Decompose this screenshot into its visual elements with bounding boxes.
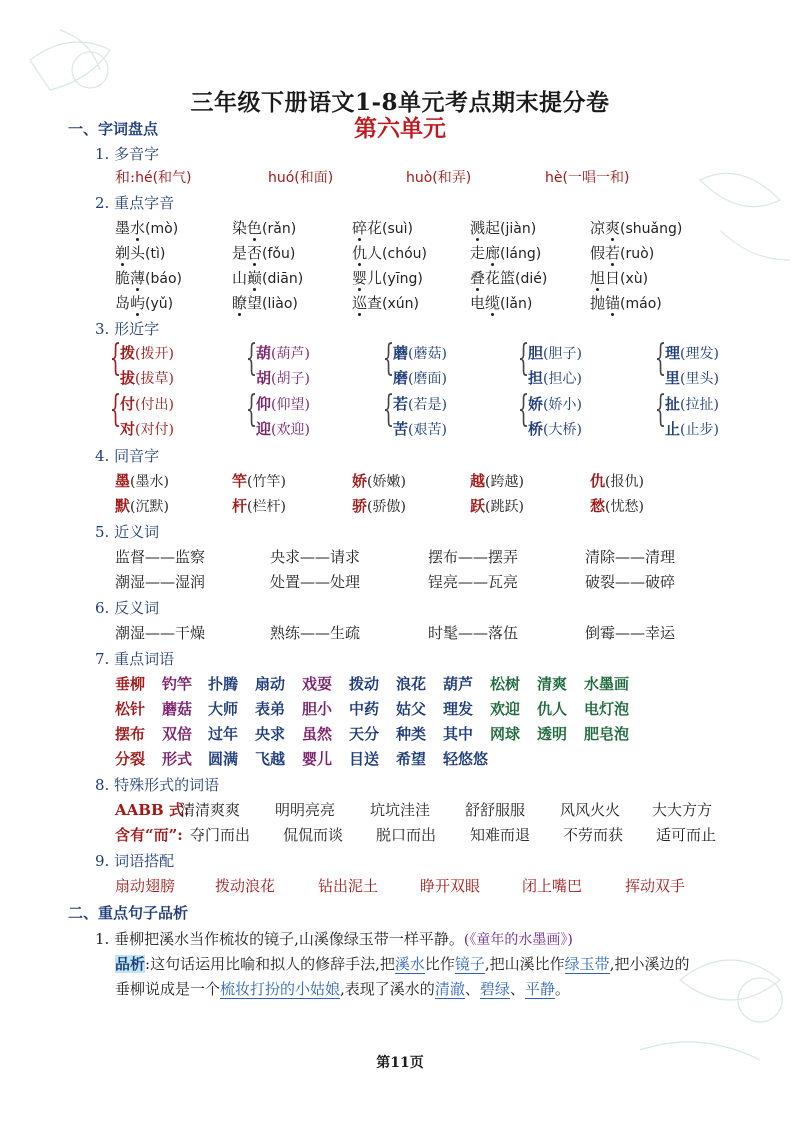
- homophone-char: 愁: [590, 497, 606, 515]
- similar-item: [393, 342, 447, 363]
- pronounce-item: [352, 217, 413, 238]
- er-label: 含有“而”:: [115, 826, 183, 844]
- similar-char: 扯: [665, 395, 681, 413]
- brace-icon: {: [109, 389, 122, 430]
- keyword-item: 钓竿: [162, 675, 193, 693]
- homophone-item: [590, 495, 644, 516]
- special-word: 明明亮亮: [275, 801, 336, 819]
- similar-word: (付出): [135, 397, 174, 413]
- subsection-heading: 8. 特殊形式的词语: [95, 776, 220, 794]
- keyword-item: 拨动: [349, 675, 380, 693]
- keyword-item: 仇人: [537, 700, 568, 718]
- dotted-char: 溅: [470, 219, 486, 237]
- similar-char: 蘑: [393, 344, 409, 362]
- keyword-item: 姑父: [396, 700, 427, 718]
- similar-item: [528, 418, 582, 439]
- pronounce-item: [590, 292, 662, 313]
- similar-char: 仰: [256, 395, 272, 413]
- similar-word: (欢迎): [271, 422, 310, 438]
- special-word: 风风火火: [560, 801, 621, 819]
- brace-icon: {: [517, 389, 530, 430]
- subsection-heading: 5. 近义词: [95, 523, 160, 541]
- pronounce-item: [590, 242, 654, 263]
- analysis-text: 垂柳说成是一个: [115, 980, 221, 998]
- polyphone-item: huò(和弄): [406, 170, 472, 186]
- homophone-item: [232, 495, 286, 516]
- keyword-item: 摆布: [115, 725, 146, 743]
- analysis-text: ,表现了溪水的: [340, 980, 435, 998]
- pinyin: (xún): [382, 296, 419, 312]
- homophone-item: [352, 495, 406, 516]
- keyword: 绿玉带: [564, 955, 610, 973]
- analysis-text: ,把山溪比作: [484, 955, 565, 973]
- polyphone-item: hé(和气): [135, 170, 192, 186]
- keyword-item: 分裂: [115, 750, 146, 768]
- similar-char: 葫: [256, 344, 272, 362]
- homophone-item: [470, 495, 524, 516]
- similar-word: (仰望): [271, 397, 310, 413]
- pronounce-item: [470, 267, 547, 288]
- unit-title: 第六单元: [354, 115, 446, 142]
- pronounce-item: [232, 292, 298, 313]
- similar-word: (拉扯): [680, 397, 719, 413]
- pinyin: (jiàn): [500, 221, 537, 237]
- dotted-char: 巅: [247, 269, 263, 287]
- pronounce-item: [115, 242, 165, 263]
- pinyin: (yīng): [382, 271, 423, 287]
- keyword-item: 透明: [537, 725, 568, 743]
- pronounce-item: [232, 217, 296, 238]
- pinyin: (diān): [262, 271, 304, 287]
- page-number: 第11页: [376, 1055, 424, 1071]
- similar-char: 迎: [256, 420, 272, 438]
- keyword-item: 肥皂泡: [584, 725, 630, 743]
- pronounce-item: [352, 292, 419, 313]
- homophone-item: [470, 470, 524, 491]
- dotted-char: 廊: [485, 244, 501, 262]
- similar-item: [256, 393, 310, 414]
- similar-word: (胆子): [543, 346, 582, 362]
- synonym-pair: 破裂——破碎: [585, 573, 676, 591]
- homophone-char: 杆: [232, 497, 248, 515]
- keyword-item: 松树: [490, 675, 521, 693]
- keyword-item: 浪花: [396, 675, 427, 693]
- dotted-char: 剃: [115, 244, 131, 262]
- analysis-line-1: [115, 953, 689, 974]
- keyword-item: 松针: [115, 700, 146, 718]
- keyword-item: 水墨画: [584, 675, 630, 693]
- similar-char: 胡: [256, 369, 272, 387]
- similar-char: 苦: [393, 420, 409, 438]
- pronounce-item: [470, 242, 541, 263]
- synonym-pair: 央求——请求: [270, 548, 361, 566]
- homophone-char: 仇: [590, 472, 606, 490]
- subsection-heading: 7. 重点词语: [95, 650, 175, 668]
- pinyin: (lǎn): [500, 296, 533, 312]
- word-char: 人: [367, 244, 383, 262]
- similar-item: [256, 418, 310, 439]
- homophone-item: [232, 470, 286, 491]
- similar-word: (拨开): [135, 346, 174, 362]
- keyword-item: 目送: [349, 750, 380, 768]
- similar-char: 对: [120, 420, 136, 438]
- similar-item: [665, 342, 719, 363]
- word-char: 头: [130, 244, 146, 262]
- polyphone-item: hè(一唱一和): [545, 170, 630, 186]
- pronounce-item: [115, 267, 182, 288]
- dotted-char: 叠: [470, 269, 486, 287]
- subsection-heading: 1. 多音字: [95, 145, 160, 163]
- homophone-word: (竹竿): [247, 474, 286, 490]
- pronounce-item: [115, 292, 173, 313]
- similar-char: 胆: [528, 344, 544, 362]
- pronounce-item: [470, 292, 532, 313]
- pronounce-item: [352, 242, 427, 263]
- word-char: 是: [232, 244, 248, 262]
- similar-word: (葫芦): [271, 346, 310, 362]
- keyword-item: 飞越: [255, 750, 286, 768]
- pinyin: (mò): [145, 221, 179, 237]
- homophone-item: [352, 470, 406, 491]
- word-char: 岛: [115, 294, 131, 312]
- keyword-item: 央求: [255, 725, 286, 743]
- similar-item: [120, 367, 174, 388]
- dotted-char: 色: [247, 219, 263, 237]
- word-char: 假: [590, 244, 606, 262]
- pinyin: (chóu): [382, 246, 427, 262]
- similar-word: (担心): [543, 371, 582, 387]
- brace-icon: {: [654, 338, 667, 379]
- pinyin: (liào): [262, 296, 298, 312]
- special-word: 舒舒服服: [465, 801, 526, 819]
- similar-item: [120, 418, 174, 439]
- dotted-char: 瞭: [232, 294, 248, 312]
- brace-icon: {: [382, 338, 395, 379]
- homophone-word: (娇嫩): [367, 474, 406, 490]
- word-char: 墨: [115, 219, 131, 237]
- dotted-char: 爽: [605, 219, 621, 237]
- analysis-text: 、: [509, 980, 525, 998]
- homophone-word: (跨越): [485, 474, 524, 490]
- pinyin: (láng): [500, 246, 542, 262]
- similar-item: [120, 342, 174, 363]
- similar-word: (拔草): [135, 371, 174, 387]
- special-word: 夺门而出: [190, 826, 251, 844]
- analysis-text: 。: [554, 980, 570, 998]
- homophone-item: [115, 470, 169, 491]
- brace-icon: {: [245, 389, 258, 430]
- dotted-char: 若: [605, 244, 621, 262]
- synonym-pair: 清除——清理: [585, 548, 676, 566]
- keyword-item: 胆小: [302, 700, 333, 718]
- special-word: 知难而退: [470, 826, 531, 844]
- page-title: 三年级下册语文1-8单元考点期末提分卷: [190, 89, 610, 116]
- similar-char: 娇: [528, 395, 544, 413]
- keyword: 梳妆打扮的小姑娘: [220, 980, 341, 998]
- dotted-char: 碎: [352, 219, 368, 237]
- similar-char: 里: [665, 369, 681, 387]
- homophone-char: 默: [115, 497, 131, 515]
- word-char: 山: [232, 269, 248, 287]
- antonym-pair: 时髦——落伍: [428, 624, 519, 642]
- special-word: 坑坑洼洼: [370, 801, 431, 819]
- keyword-item: 葫芦: [443, 675, 474, 693]
- pronounce-item: [590, 267, 648, 288]
- similar-char: 桥: [528, 420, 544, 438]
- sentence-source: (《童年的水墨画》): [463, 932, 573, 948]
- similar-word: (若是): [408, 397, 447, 413]
- special-word: 脱口而出: [376, 826, 437, 844]
- keyword-item: 蘑菇: [162, 700, 193, 718]
- dotted-char: 巡: [352, 294, 368, 312]
- pinyin: (suì): [382, 221, 414, 237]
- analysis-text: 比作: [424, 955, 455, 973]
- analysis-text: :这句话运用比喻和拟人的修辞手法,把: [145, 955, 395, 973]
- subsection-heading: 6. 反义词: [95, 599, 160, 617]
- homophone-item: [115, 495, 169, 516]
- synonym-pair: 锃亮——瓦亮: [428, 573, 519, 591]
- dotted-char: 婴: [352, 269, 368, 287]
- similar-item: [256, 342, 310, 363]
- similar-char: 拔: [120, 369, 136, 387]
- analysis-text: 、: [464, 980, 480, 998]
- keyword-item: 虽然: [302, 725, 333, 743]
- homophone-char: 竿: [232, 472, 248, 490]
- pronounce-item: [352, 267, 423, 288]
- homophone-word: (跳跃): [485, 499, 524, 515]
- word-char: 花: [367, 219, 383, 237]
- keyword-item: 天分: [349, 725, 380, 743]
- pronounce-item: [232, 267, 303, 288]
- keyword: 清澈: [434, 980, 465, 998]
- pronounce-item: [590, 217, 682, 238]
- antonym-pair: 潮湿——干燥: [115, 624, 206, 642]
- keyword-item: 扇动: [255, 675, 286, 693]
- keyword-item: 垂柳: [115, 675, 146, 693]
- special-word: 适可而止: [656, 826, 717, 844]
- synonym-pair: 潮湿——湿润: [115, 573, 206, 591]
- similar-word: (止步): [680, 422, 719, 438]
- keyword-item: 电灯泡: [584, 700, 630, 718]
- similar-word: (磨面): [408, 371, 447, 387]
- subsection-heading: 4. 同音字: [95, 447, 160, 465]
- word-char: 儿: [367, 269, 383, 287]
- similar-char: 付: [120, 395, 136, 413]
- pinyin: (fǒu): [262, 246, 296, 262]
- similar-item: [528, 342, 582, 363]
- homophone-char: 娇: [352, 472, 368, 490]
- keyword-item: 中药: [349, 700, 380, 718]
- collocation-item: 钻出泥土: [318, 877, 379, 895]
- pinyin: (dié): [515, 271, 548, 287]
- synonym-pair: 处置——处理: [270, 573, 361, 591]
- word-char: 日: [605, 269, 621, 287]
- keyword-item: 圆满: [208, 750, 239, 768]
- keyword-item: 扑腾: [208, 675, 239, 693]
- word-char: 篮: [500, 269, 516, 287]
- brace-icon: {: [245, 338, 258, 379]
- similar-item: [528, 393, 582, 414]
- pinyin: (máo): [620, 296, 662, 312]
- dotted-char: 锚: [605, 294, 621, 312]
- similar-item: [393, 418, 447, 439]
- keyword-item: 欢迎: [490, 700, 521, 718]
- homophone-word: (墨水): [130, 474, 169, 490]
- special-word: 侃侃而谈: [283, 826, 344, 844]
- similar-word: (蘑菇): [408, 346, 447, 362]
- pronounce-item: [232, 242, 295, 263]
- subsection-heading: 3. 形近字: [95, 320, 160, 338]
- dotted-char: 否: [247, 244, 263, 262]
- similar-word: (里头): [680, 371, 719, 387]
- special-word: 清清爽爽: [180, 801, 241, 819]
- antonym-pair: 熟练——生疏: [270, 624, 361, 642]
- keyword-item: 过年: [208, 725, 239, 743]
- pinyin: (rǎn): [262, 221, 297, 237]
- dotted-char: 缆: [485, 294, 501, 312]
- analysis-label: 品析: [115, 955, 146, 973]
- homophone-char: 跃: [470, 497, 486, 515]
- similar-char: 担: [528, 369, 544, 387]
- similar-word: (胡子): [271, 371, 310, 387]
- keyword-item: 希望: [396, 750, 427, 768]
- polyphone-char: 和: [115, 168, 131, 186]
- word-char: 染: [232, 219, 248, 237]
- word-char: 花: [485, 269, 501, 287]
- similar-item: [393, 367, 447, 388]
- keyword: 镜子: [454, 955, 485, 973]
- brace-icon: {: [517, 338, 530, 379]
- special-word: 不劳而获: [563, 826, 624, 844]
- keyword-item: 婴儿: [302, 750, 333, 768]
- homophone-word: (沉默): [130, 499, 169, 515]
- sentence: [95, 928, 573, 949]
- synonym-pair: 监督——监察: [115, 548, 206, 566]
- word-char: 起: [485, 219, 501, 237]
- homophone-word: (忧愁): [605, 499, 644, 515]
- homophone-word: (栏杆): [247, 499, 286, 515]
- pinyin: (xù): [620, 271, 649, 287]
- polyphone-item: huó(和面): [268, 170, 334, 186]
- pronounce-item: [115, 217, 178, 238]
- similar-char: 磨: [393, 369, 409, 387]
- keyword-item: 双倍: [162, 725, 193, 743]
- similar-item: [120, 393, 174, 414]
- pinyin: (tì): [145, 246, 166, 262]
- similar-item: [665, 418, 719, 439]
- collocation-item: 扇动翅膀: [115, 877, 176, 895]
- dotted-char: 屿: [130, 294, 146, 312]
- pinyin: (ruò): [620, 246, 655, 262]
- similar-char: 拨: [120, 344, 136, 362]
- keyword: 碧绿: [479, 980, 510, 998]
- special-word: 大大方方: [652, 801, 713, 819]
- pinyin: (báo): [145, 271, 182, 287]
- brace-icon: {: [382, 389, 395, 430]
- keyword-item: 表弟: [255, 700, 286, 718]
- subsection-heading: 9. 词语搭配: [95, 852, 175, 870]
- word-char: 凉: [590, 219, 606, 237]
- homophone-word: (骄傲): [367, 499, 406, 515]
- analysis-line-2: [115, 978, 570, 999]
- similar-item: [256, 367, 310, 388]
- similar-item: [393, 393, 447, 414]
- keyword-item: 网球: [490, 725, 521, 743]
- collocation-item: 闭上嘴巴: [522, 877, 583, 895]
- dotted-char: 旭: [590, 269, 606, 287]
- keyword-item: 其中: [443, 725, 474, 743]
- keyword-item: 戏耍: [302, 675, 333, 693]
- similar-word: (对付): [135, 422, 174, 438]
- similar-word: (艰苦): [408, 422, 447, 438]
- keyword: 溪水: [394, 955, 425, 973]
- word-char: 查: [367, 294, 383, 312]
- collocation-item: 拨动浪花: [215, 877, 276, 895]
- section-heading: 一、字词盘点: [68, 120, 159, 138]
- homophone-char: 越: [470, 472, 486, 490]
- keyword-item: 形式: [162, 750, 193, 768]
- antonym-pair: 倒霉——幸运: [585, 624, 676, 642]
- pinyin: (yǔ): [145, 296, 174, 312]
- analysis-text: ,把小溪边的: [609, 955, 690, 973]
- word-char: 抛: [590, 294, 606, 312]
- section-heading: 二、重点句子品析: [68, 904, 189, 922]
- homophone-char: 骄: [352, 497, 368, 515]
- similar-item: [665, 367, 719, 388]
- subsection-heading: 2. 重点字音: [95, 194, 175, 212]
- keyword-item: 大师: [208, 700, 239, 718]
- similar-word: (娇小): [543, 397, 582, 413]
- similar-item: [665, 393, 719, 414]
- similar-char: 止: [665, 420, 681, 438]
- similar-word: (理发): [680, 346, 719, 362]
- sentence-text: 1. 垂柳把溪水当作梳妆的镜子,山溪像绿玉带一样平静。: [95, 930, 464, 948]
- keyword-item: 清爽: [537, 675, 568, 693]
- collocation-item: 睁开双眼: [420, 877, 481, 895]
- synonym-pair: 摆布——摆弄: [428, 548, 519, 566]
- pinyin: (shuǎng): [620, 221, 683, 237]
- dotted-char: 水: [130, 219, 146, 237]
- word-char: 走: [470, 244, 486, 262]
- homophone-item: [590, 470, 644, 491]
- dotted-char: 仇: [352, 244, 368, 262]
- dotted-char: 薄: [130, 269, 146, 287]
- keyword-item: 轻悠悠: [443, 750, 489, 768]
- pronounce-item: [470, 217, 536, 238]
- aabb-label: AABB 式:: [115, 801, 190, 819]
- similar-item: [528, 367, 582, 388]
- homophone-char: 墨: [115, 472, 131, 490]
- keyword-item: 种类: [396, 725, 427, 743]
- word-char: 望: [247, 294, 263, 312]
- brace-icon: {: [654, 389, 667, 430]
- polyphone-row: 和:hé(和气): [115, 168, 192, 186]
- word-char: 电: [470, 294, 486, 312]
- brace-icon: {: [109, 338, 122, 379]
- collocation-item: 挥动双手: [625, 877, 686, 895]
- homophone-word: (报仇): [605, 474, 644, 490]
- keyword: 平静: [524, 980, 555, 998]
- similar-char: 若: [393, 395, 409, 413]
- keyword-item: 理发: [443, 700, 474, 718]
- similar-word: (大桥): [543, 422, 582, 438]
- similar-char: 理: [665, 344, 681, 362]
- word-char: 脆: [115, 269, 131, 287]
